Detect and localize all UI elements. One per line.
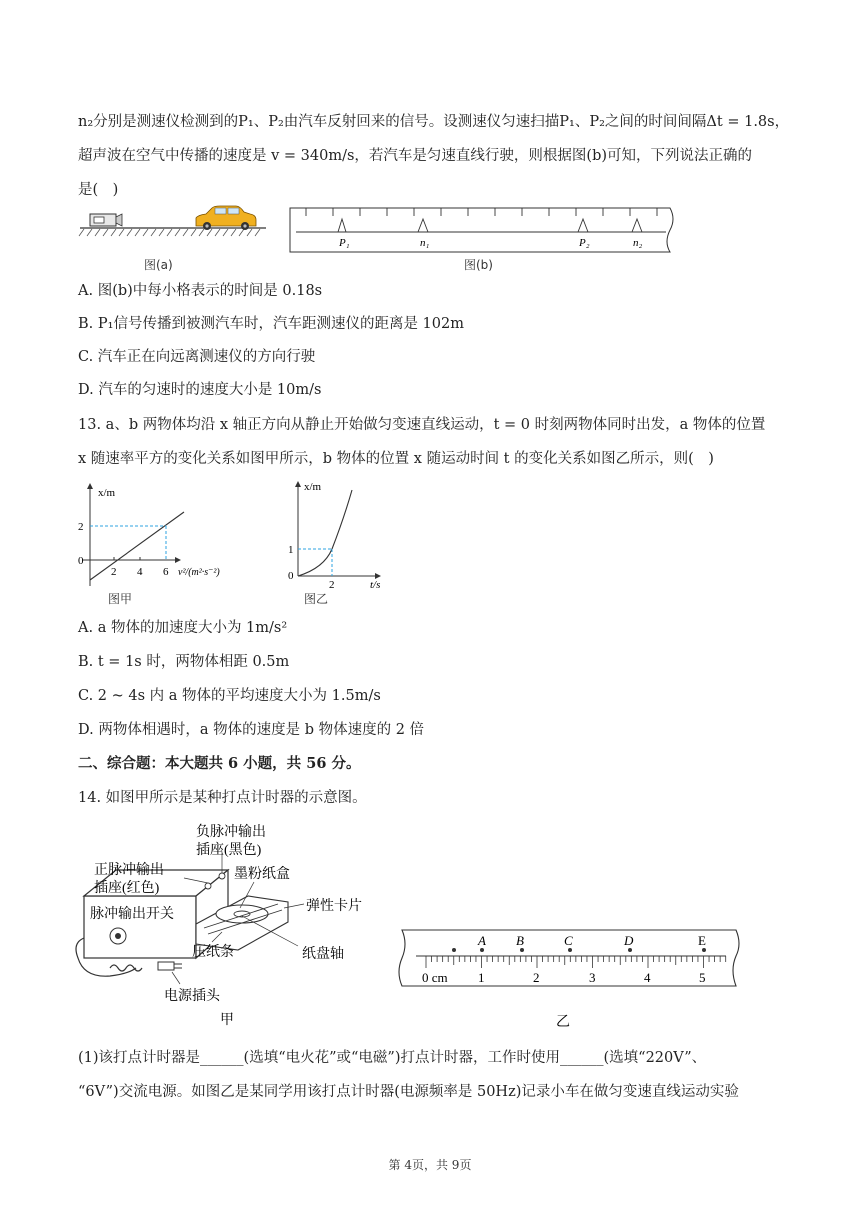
ruler-3: 3 [589,970,596,985]
graph-jia-caption: 图甲 [108,592,133,606]
section-2-heading: 二、综合题：本大题共 6 小题，共 56 分。 [78,755,361,772]
tape-point-e: E [698,933,706,948]
label-toner-box: 墨粉纸盒 [234,867,290,882]
q12-option-a: A. 图(b)中每小格表示的时间是 0.18s [78,283,323,299]
jia-xtick-4: 4 [137,566,143,578]
q14-paragraph-1: (1)该打点计时器是______(选填“电火花”或“电磁”)打点计时器，工作时使用______(选填“220V”、 [78,1050,707,1066]
fig-b-label-p2: P₂ [579,237,590,249]
fig-b-label-n2: n₂ [633,237,643,249]
q13-option-c: C. 2 ~ 4s 内 a 物体的平均速度大小为 1.5m/s [78,688,381,704]
q13-option-a: A. a 物体的加速度大小为 1m/s² [78,620,288,636]
figure-a-speed-gun-car [78,200,270,246]
figure-a-caption: 图(a) [144,258,173,272]
jia-xtick-6: 6 [163,566,169,578]
q12-line-2: 超声波在空气中传播的速度是 v = 340m/s，若汽车是匀速直线行驶，则根据图(b)可知，下列说法正确的 [78,148,753,164]
yi-xlabel: t/s [370,579,381,590]
label-jia: 甲 [220,1013,234,1028]
label-positive-pulse-output: 正脉冲输出 [94,863,164,878]
label-reel-axis: 纸盘轴 [302,947,344,962]
page-footer: 第 4页，共 9页 [388,1158,472,1172]
yi-ylabel: x/m [304,481,322,493]
ruler-2: 2 [533,970,540,985]
q14-line-1: 14. 如图甲所示是某种打点计时器的示意图。 [78,790,367,806]
label-negative-socket-black: 插座(黑色) [196,843,262,858]
tape-point-c: C [564,933,573,948]
yi-ytick-0: 0 [288,570,294,582]
label-negative-pulse-output: 负脉冲输出 [196,825,266,840]
jia-ylabel: x/m [98,487,116,499]
ruler-0cm: 0 cm [422,970,448,985]
q12-option-d: D. 汽车的匀速时的速度大小是 10m/s [78,382,322,398]
tape-point-b: B [516,933,524,948]
ruler-1: 1 [478,970,485,985]
ruler-4: 4 [644,970,651,985]
fig-b-label-n1: n₁ [420,237,430,249]
label-spring-card: 弹性卡片 [306,899,362,914]
q12-line-3: 是( ) [78,182,119,198]
jia-ytick-0: 0 [78,555,84,567]
tape-point-a: A [478,933,486,948]
label-pulse-switch: 脉冲输出开关 [90,907,174,922]
yi-xtick-2: 2 [329,579,335,590]
q13-option-d: D. 两物体相遇时，a 物体的速度是 b 物体速度的 2 倍 [78,722,425,738]
figure-b-pulse-scale [286,206,680,256]
label-yi: 乙 [556,1015,570,1030]
label-power-plug: 电源插头 [164,989,220,1004]
figure-b-caption: 图(b) [464,258,493,272]
fig-b-label-p1: P₁ [339,237,350,249]
yi-ytick-1: 1 [288,544,294,556]
q13-line-1: 13. a、b 两物体均沿 x 轴正方向从静止开始做匀变速直线运动，t = 0 时刻两物体同时出发，a 物体的位置 [78,417,766,433]
q12-option-c: C. 汽车正在向远离测速仪的方向行驶 [78,349,316,365]
figure-tape-ruler [396,926,748,1030]
q13-option-b: B. t = 1s 时，两物体相距 0.5m [78,654,290,670]
jia-ytick-2: 2 [78,521,84,533]
graph-jia [72,478,252,590]
graph-yi-caption: 图乙 [304,592,329,606]
graph-yi [284,478,394,590]
label-press-bar: 压纸条 [192,945,234,960]
ruler-5: 5 [699,970,706,985]
jia-xlabel: v²/(m²·s⁻²) [178,567,220,578]
q12-option-b: B. P₁信号传播到被测汽车时，汽车距测速仪的距离是 102m [78,316,464,332]
q13-line-2: x 随速率平方的变化关系如图甲所示，b 物体的位置 x 随运动时间 t 的变化关系如图乙所示，则( ) [78,451,714,467]
q12-line-1: n₂分别是测速仪检测到的P₁、P₂由汽车反射回来的信号。设测速仪匀速扫描P₁、P₂之间的时间间隔Δt = 1.8s， [78,114,790,130]
q14-paragraph-2: “6V”)交流电源。如图乙是某同学用该打点计时器(电源频率是 50Hz)记录小车在做匀变速直线运动实验 [78,1084,739,1100]
label-positive-socket-red: 插座(红色) [94,881,160,896]
tape-point-d: D [624,933,634,948]
jia-xtick-2: 2 [111,566,117,578]
figure-spark-timer [72,818,372,1030]
